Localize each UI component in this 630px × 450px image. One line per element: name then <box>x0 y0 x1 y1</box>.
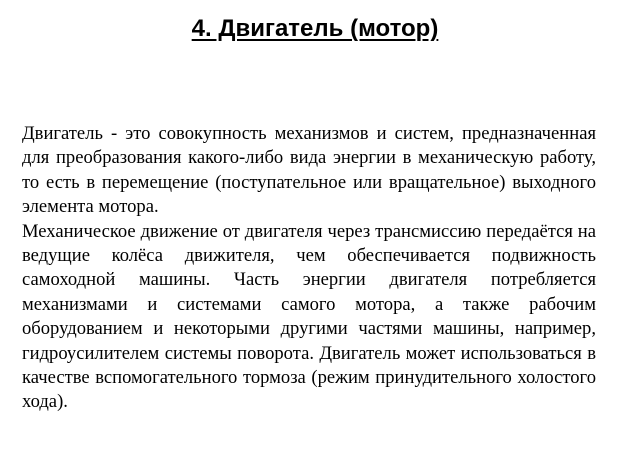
paragraph-mechanical-motion: Механическое движение от двигателя через трансмиссию передаётся на ведущие колёса движителя, чем обеспечивается подвижность самоходной машины. Часть энергии двигателя потребляется механизмами и системами самого мотора, а также рабочим оборудованием и некоторыми другими частями машины, например, гидроусилителем системы поворота. Двигатель может использоваться в качестве вспомогательного тормоза (режим принудительного холостого хода). <box>22 220 596 413</box>
slide-body <box>22 122 596 415</box>
slide-title <box>0 13 630 45</box>
paragraph-definition: Двигатель - это совокупность механизмов и систем, предназначенная для преобразования какого-либо вида энергии в механическую работу, то есть в перемещение (поступательное или вращательное) выходного элемента мотора. <box>22 123 596 218</box>
slide-title-text: 4. Двигатель (мотор) <box>191 15 439 42</box>
